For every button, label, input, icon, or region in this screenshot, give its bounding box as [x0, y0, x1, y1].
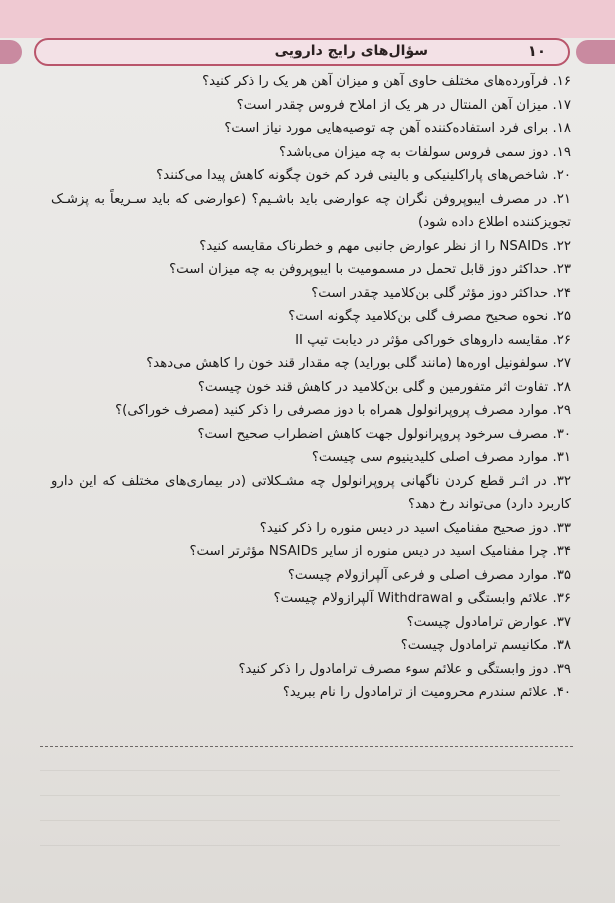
question-item: ۲۵. نحوه صحیح مصرف گلی بن‌کلامید چگونه است؟: [288, 309, 571, 324]
question-item: ۲۴. حداکثر دوز مؤثر گلی بن‌کلامید چقدر است؟: [311, 285, 571, 301]
question-item: ۳۵. موارد مصرف اصلی و فرعی آلپرازولام چیست؟: [287, 567, 571, 583]
question-item: ۲۲. NSAIDs را از نظر عوارض جانبی مهم و خطرناک مقایسه کنید؟: [199, 238, 571, 254]
question-item: ۱۶. فرآورده‌های مختلف حاوی آهن و میزان آهن هر یک را ذکر کنید؟: [202, 74, 571, 89]
question-item: ۳۴. چرا مفنامیک اسید در دیس منوره از سایر NSAIDs مؤثرتر است؟: [189, 544, 571, 559]
bleed-through-line: [40, 770, 560, 781]
question-item: ۳۶. علائم وابستگی و Withdrawal آلپرازولام چیست؟: [273, 591, 571, 606]
dashed-divider: [40, 746, 573, 747]
page-header: [34, 38, 570, 66]
question-item: ۱۷. میزان آهن المنتال در هر یک از املاح فروس چقدر است؟: [236, 97, 571, 113]
page-number: ۱۰: [527, 42, 546, 60]
pink-top-band: [0, 0, 615, 38]
question-item: ۲۹. موارد مصرف پروپرانولول همراه با دوز مصرفی را ذکر کنید (مصرف خوراکی)؟: [115, 403, 571, 418]
question-item: ۳۸. مکانیسم ترامادول چیست؟: [400, 638, 571, 653]
bleed-through-line: [40, 845, 560, 856]
header-title: سؤال‌های رایج دارویی: [274, 43, 428, 59]
question-item: ۳۲. در اثـر قطع کردن ناگهانی پروپرانولول چه مشـکلاتی (در بیماری‌های مختلف که این دارو کاربرد دارد) می‌تواند رخ دهد؟: [51, 473, 571, 512]
question-item: ۱۹. دوز سمی فروس سولفات به چه میزان می‌باشد؟: [279, 144, 571, 160]
right-edge-tab: [576, 40, 615, 64]
question-item: ۳۱. موارد مصرف اصلی کلیدینیوم سی چیست؟: [311, 450, 571, 465]
question-item: ۳۳. دوز صحیح مفنامیک اسید در دیس منوره را ذکر کنید؟: [259, 520, 571, 536]
question-item: ۴۰. علائم سندرم محرومیت از ترامادول را نام ببرید؟: [282, 685, 571, 700]
question-item: ۲۷. سولفونیل اوره‌ها (مانند گلی بوراید) چه مقدار قند خون را کاهش می‌دهد؟: [146, 356, 571, 371]
question-item: ۱۸. برای فرد استفاده‌کننده آهن چه توصیه‌هایی مورد نیاز است؟: [224, 121, 571, 136]
question-item: ۳۹. دوز وابستگی و علائم سوء مصرف ترامادول را ذکر کنید؟: [238, 661, 571, 677]
question-item: ۲۶. مقایسه داروهای خوراکی مؤثر در دیابت تیپ II: [295, 332, 571, 348]
question-list: [51, 70, 571, 705]
question-item: ۲۸. تفاوت اثر متفورمین و گلی بن‌کلامید در کاهش قند خون چیست؟: [197, 379, 571, 395]
left-edge-tab: [0, 40, 22, 64]
bleed-through-line: [40, 795, 560, 806]
question-item: ۲۳. حداکثر دوز قابل تحمل در مسمومیت با ایبوپروفن به چه میزان است؟: [169, 262, 571, 277]
bleed-through-line: [40, 820, 560, 831]
question-item: ۲۱. در مصرف ایبوپروفن نگران چه عوارضی باید باشـیم؟ (عوارضی که باید سـریعاً به پزشـک تجویزکننده اطلاع داده شود): [51, 191, 571, 230]
question-item: ۳۰. مصرف سرخود پروپرانولول جهت کاهش اضطراب صحیح است؟: [197, 426, 571, 442]
question-item: ۳۷. عوارض ترامادول چیست؟: [406, 614, 571, 630]
question-item: ۲۰. شاخص‌های پاراکلینیکی و بالینی فرد کم خون چگونه کاهش پیدا می‌کنند؟: [156, 168, 571, 183]
